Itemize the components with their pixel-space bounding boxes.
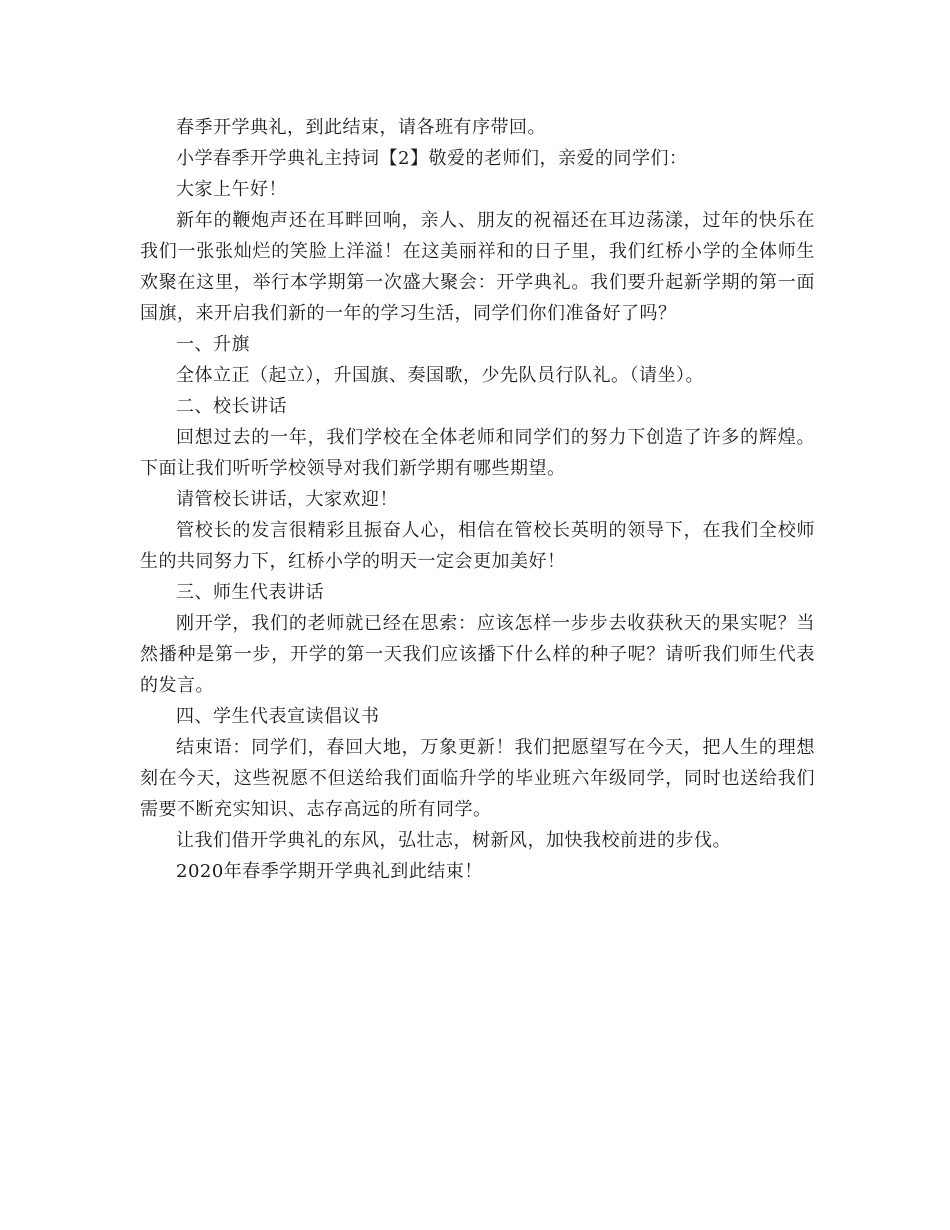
section-heading: 二、校长讲话 <box>176 396 287 417</box>
section-heading: 三、师生代表讲话 <box>176 582 324 603</box>
paragraph: 结束语：同学们，春回大地，万象更新！我们把愿望写在今天，把人生的理想刻在今天，这些祝愿不但送给我们面临升学的毕业班六年级同学，同时也送给我们需要不断充实知识、志存高远的所有同学。 <box>140 737 815 820</box>
paragraph: 全体立正（起立），升国旗、奏国歌，少先队员行队礼。（请坐）。 <box>176 365 704 386</box>
paragraph: 刚开学，我们的老师就已经在思索：应该怎样一步步去收获秋天的果实呢？当然播种是第一步，开学的第一天我们应该播下什么样的种子呢？请听我们师生代表的发言。 <box>140 613 815 696</box>
paragraph: 请管校长讲话，大家欢迎！ <box>176 489 398 510</box>
paragraph: 大家上午好！ <box>176 179 287 200</box>
paragraph: 管校长的发言很精彩且振奋人心，相信在管校长英明的领导下，在我们全校师生的共同努力下，红桥小学的明天一定会更加美好！ <box>140 520 815 572</box>
paragraph: 回想过去的一年，我们学校在全体老师和同学们的努力下创造了许多的辉煌。下面让我们听听学校领导对我们新学期有哪些期望。 <box>140 427 815 479</box>
paragraph: 2020年春季学期开学典礼到此结束！ <box>176 861 483 882</box>
section-heading: 一、升旗 <box>176 334 250 355</box>
paragraph: 春季开学典礼，到此结束，请各班有序带回。 <box>176 117 546 138</box>
section-heading: 四、学生代表宣读倡议书 <box>176 706 380 727</box>
paragraph: 新年的鞭炮声还在耳畔回响，亲人、朋友的祝福还在耳边荡漾，过年的快乐在我们一张张灿烂的笑脸上洋溢！在这美丽祥和的日子里，我们红桥小学的全体师生欢聚在这里，举行本学期第一次盛大聚会：开学典礼。我们要升起新学期的第一面国旗，来开启我们新的一年的学习生活，同学们你们准备好了吗？ <box>140 210 815 324</box>
paragraph: 让我们借开学典礼的东风，弘壮志，树新风，加快我校前进的步伐。 <box>176 830 731 851</box>
document-body <box>140 112 815 887</box>
paragraph: 小学春季开学典礼主持词【2】敬爱的老师们，亲爱的同学们： <box>176 148 688 169</box>
